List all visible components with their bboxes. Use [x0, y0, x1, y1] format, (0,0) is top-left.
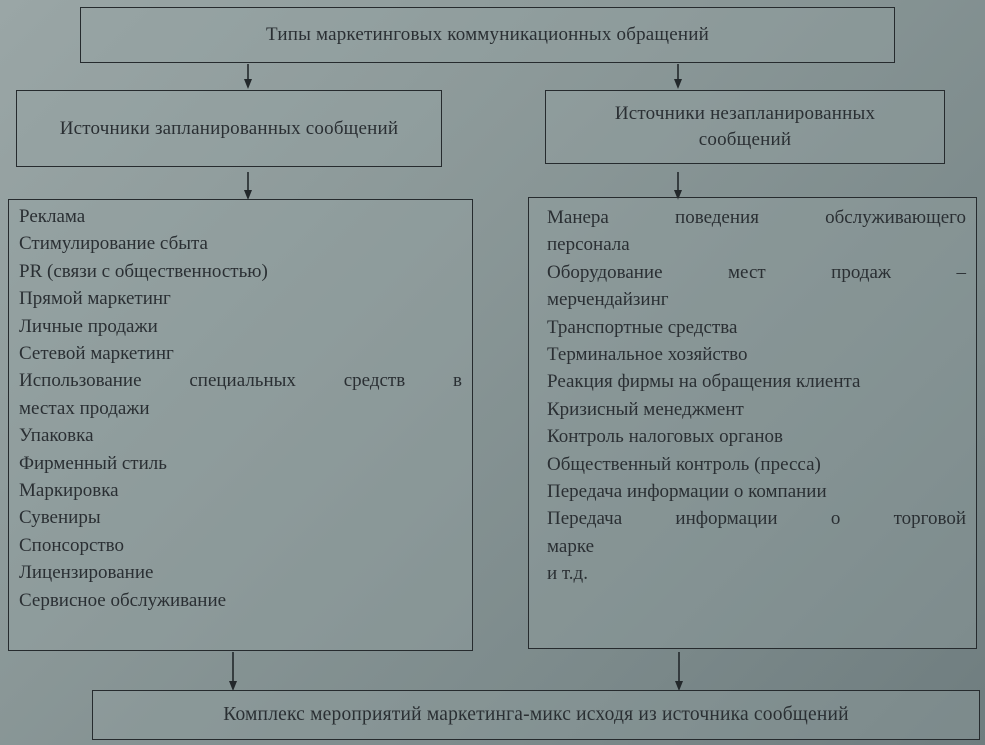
list-item: марке	[547, 535, 595, 557]
list-item: Манера поведения обслуживающего	[547, 207, 966, 228]
list-item: Реакция фирмы на обращения клиента	[547, 371, 861, 393]
list-item: Передача информации о торговой	[547, 508, 966, 530]
list-item: Прямой маркетинг	[19, 288, 171, 310]
list-item: Спонсорство	[19, 534, 125, 556]
list-item: Реклама	[19, 206, 86, 227]
list-item: мерчендайзинг	[547, 289, 669, 311]
list-item: Оборудование мест продаж –	[547, 261, 966, 283]
list-item: Фирменный стиль	[19, 452, 167, 474]
unplanned-title-box	[545, 90, 945, 164]
list-item: Терминальное хозяйство	[547, 344, 748, 366]
top-title: Типы маркетинговых коммуникационных обращений	[266, 24, 709, 45]
list-item: Транспортные средства	[547, 316, 738, 338]
list-item: Личные продажи	[19, 315, 158, 337]
unplanned-title: Источники незапланированных сообщений	[614, 103, 876, 150]
unplanned-list-box	[528, 197, 977, 649]
bottom-title: Комплекс мероприятий маркетинга-микс исходя из источника сообщений	[223, 704, 849, 725]
list-item: Сервисное обслуживание	[19, 589, 227, 611]
list-item: Контроль налоговых органов	[547, 426, 783, 448]
list-item: Сувениры	[19, 507, 101, 529]
list-item: и т.д.	[547, 563, 588, 585]
list-item: Общественный контроль (пресса)	[547, 453, 821, 475]
list-item: Кризисный менеджмент	[547, 398, 744, 420]
bottom-title-box	[92, 690, 980, 740]
list-item: PR (связи с общественностью)	[19, 260, 268, 282]
list-item: Лицензирование	[19, 562, 154, 584]
list-item: Маркировка	[19, 480, 119, 502]
list-item: Сетевой маркетинг	[19, 343, 174, 365]
list-item: местах продажи	[19, 397, 150, 419]
list-item: персонала	[547, 234, 630, 256]
list-item: Передача информации о компании	[547, 481, 827, 503]
planned-title: Источники запланированных сообщений	[59, 117, 399, 139]
planned-title-box	[16, 90, 442, 167]
planned-list-box	[8, 199, 473, 651]
list-item: Упаковка	[19, 425, 94, 447]
top-title-box	[80, 7, 895, 63]
list-item: Использование специальных средств в	[19, 370, 462, 392]
list-item: Стимулирование сбыта	[19, 233, 208, 255]
